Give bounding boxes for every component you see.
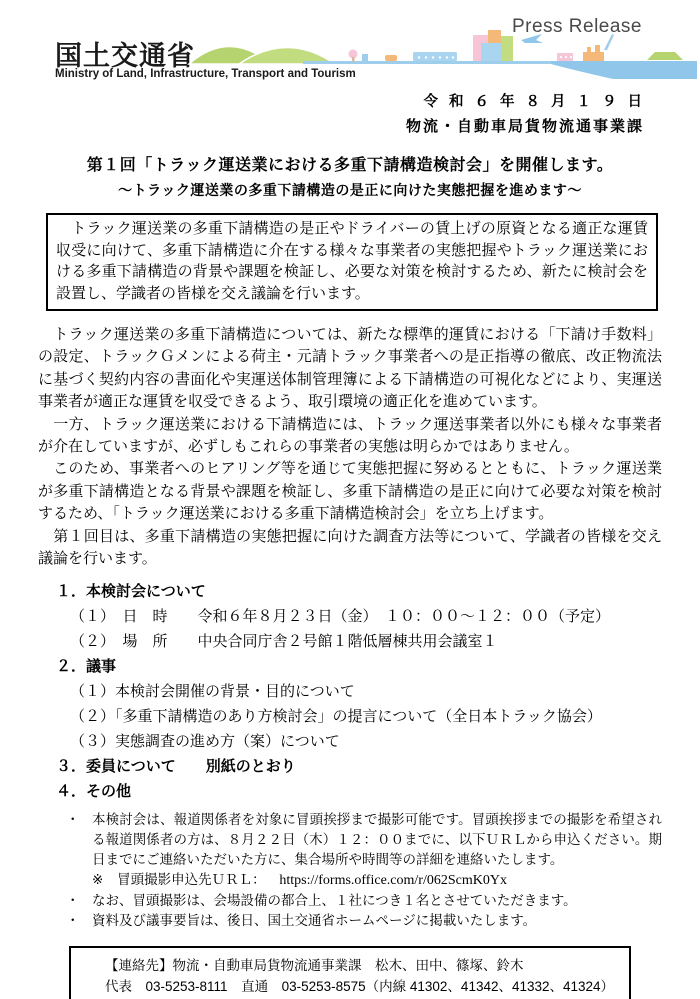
agenda-sections: [38, 579, 662, 804]
bullet-icon: ・: [66, 893, 80, 909]
contact-department: 【連絡先】物流・自動車局貨物流通事業課 松木、田中、篠塚、鈴木: [105, 958, 524, 974]
header: [0, 0, 700, 140]
section-item-venue: （２） 場 所 中央合同庁舎２号館１階低層棟共用会議室１: [70, 633, 498, 651]
paragraph: 第１回目は、多重下請構造の実態把握に向けた調査方法等について、学識者の皆様を交え議論を行います。: [38, 527, 662, 568]
paragraph: 一方、トラック運送業における下請構造には、トラック運送事業者以外にも様々な事業者が介在していますが、必ずしもこれらの事業者の実態は明らかではありません。: [38, 415, 662, 456]
section-heading-agenda: ２．議事: [56, 658, 117, 676]
department-name: 物流・自動車局貨物流通事業課: [405, 118, 644, 135]
note-photo-limit: [38, 891, 662, 911]
paragraph: このため、事業者へのヒアリング等を通じて実態把握に努めるとともに、トラック運送業が多重下請構造となる背景や課題を検証し、多重下請構造の是正に向けて必要な対策を検討するため、「トラック運送業における多重下請構造検討会」を立ち上げます。: [38, 460, 662, 523]
ministry-logo-text: 国土交通省: [55, 41, 195, 71]
summary-text: トラック運送業の多重下請構造の是正やドライバーの賃上げの原資となる適正な運賃収受に向けて、多重下請構造に介在する様々な事業者の実態把握やトラック運送業における多重下請構造の背景や課題を検証し、必要な対策を検討するため、新たに検討会を設置し、学識者の皆様を交え議論を行います。: [56, 220, 648, 302]
document-subtitle: ～トラック運送業の多重下請構造の是正に向けた実態把握を進めます～: [118, 182, 582, 198]
section-item-datetime: （１） 日 時 令和６年８月２３日（金） １０：００～１２：００（予定）: [70, 608, 611, 626]
note-materials-publication: [38, 911, 662, 931]
document-title: 第１回「トラック運送業における多重下請構造検討会」を開催します。: [86, 157, 614, 174]
water: [551, 61, 697, 79]
ship-icon: [647, 52, 683, 60]
section-heading-members: ３．委員について 別紙のとおり: [56, 758, 296, 776]
notes: [38, 810, 662, 931]
paragraph: トラック運送業の多重下請構造については、新たな標準的運賃における「下請け手数料」の設定、トラックＧメンによる荷主・元請トラック事業者への是正指導の徹底、改正物流法に基づく契約内容の書面化や実運送体制管理簿による下請構造の可視化などにより、実運送事業者が適正な運賃を収受できるよう、取引環境の適正化を進めています。: [38, 326, 662, 411]
note-text: 本検討会は、報道関係者を対象に冒頭挨拶まで撮影可能です。冒頭挨拶までの撮影を希望される報道関係者の方は、８月２２日（木）１２：００までに、以下ＵＲＬから申込ください。期日までにご連絡いただいた方に、集合場所や時間等の詳細を連絡いたします。: [92, 812, 662, 868]
press-release-label: Press Release: [511, 16, 642, 37]
factory-icon: [583, 45, 604, 61]
url-label: 冒頭撮影申込先ＵＲＬ：: [117, 872, 266, 888]
ministry-logo-text-en: Ministry of Land, Infrastructure, Transport and Tourism: [55, 68, 356, 80]
section-heading-other: ４．その他: [56, 783, 132, 801]
section-heading-about: １．本検討会について: [56, 583, 206, 601]
note-press-photo: [38, 810, 662, 870]
photo-application-url-line: [38, 870, 662, 891]
application-url: https://forms.office.com/r/062ScmK0Yx: [279, 873, 507, 889]
release-date: 令和６年８月１９日: [423, 94, 653, 110]
bullet-icon: ・: [66, 913, 80, 929]
date-block: [405, 90, 653, 136]
reference-mark: ※: [92, 872, 104, 888]
body-paragraphs: [38, 324, 662, 570]
section-item-agenda-3: （３）実態調査の進め方（案）について: [70, 733, 340, 751]
summary-box: [46, 213, 658, 311]
document-body: [0, 213, 700, 999]
building-icon: [501, 36, 513, 61]
contact-box: [69, 946, 631, 999]
note-text: 資料及び議事要旨は、後日、国土交通省ホームページに掲載いたします。: [92, 913, 537, 929]
building-icon: [481, 43, 501, 61]
section-item-agenda-1: （１）本検討会開催の背景・目的について: [70, 683, 355, 701]
car-icon: [385, 55, 397, 61]
contact-phone: 代表 03-5253-8111 直通 03-5253-8575（内線 41302、41342、41332、41324）: [105, 979, 615, 995]
section-item-agenda-2: （２）「多重下請構造のあり方検討会」の提言について（全日本トラック協会）: [70, 708, 602, 726]
note-text: なお、冒頭撮影は、会場設備の都合上、１社につき１名とさせていただきます。: [92, 893, 577, 909]
bullet-icon: ・: [66, 812, 80, 828]
figure-icon: [362, 54, 368, 61]
